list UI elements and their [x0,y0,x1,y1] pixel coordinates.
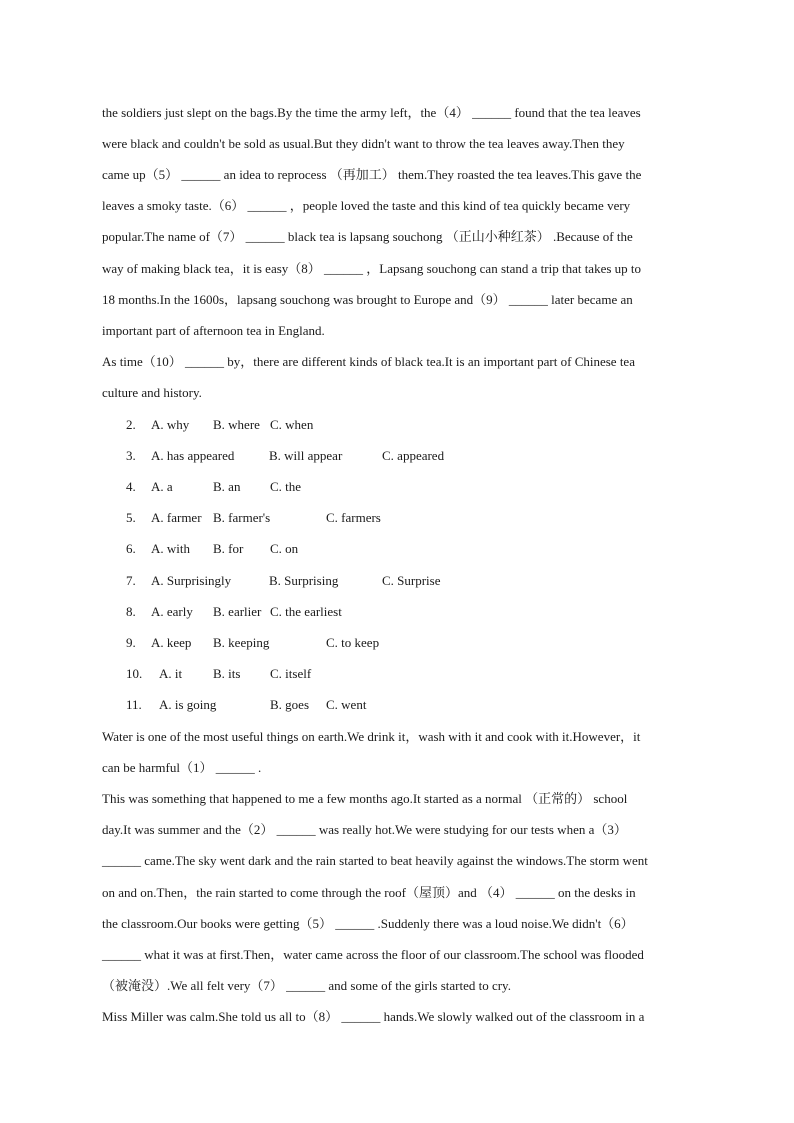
passage-1-line: were black and couldn't be sold as usual.But they didn't want to throw the tea leaves away.Then they [102,136,625,151]
passage-1-line: important part of afternoon tea in England. [102,323,325,338]
option-a: A. a [151,479,173,494]
option-a: A. early [151,604,193,619]
question-number: 6. [126,541,136,556]
passage-2-line: the classroom.Our books were getting（5） ______ .Suddenly there was a loud noise.We didn't（6） [102,916,634,931]
question-number: 2. [126,417,136,432]
passage-1-line: way of making black tea，it is easy（8） ______ ，Lapsang souchong can stand a trip that takes up to [102,261,642,276]
question-number: 10. [126,666,143,681]
option-c: C. the earliest [270,604,342,619]
passage-1-line: leaves a smoky taste.（6） ______ ，people loved the taste and this kind of tea quickly became very [102,198,631,213]
passage-2-line: ______ came.The sky went dark and the rain started to beat heavily against the windows.The storm went [102,853,648,868]
option-b: B. keeping [213,635,270,650]
option-a: A. is going [159,697,217,712]
option-a: A. why [151,417,190,432]
passage-1-line: culture and history. [102,385,202,400]
passage-1-line: the soldiers just slept on the bags.By the time the army left，the（4） ______ found that the tea leaves [102,105,641,120]
question-number: 5. [126,510,136,525]
passage-2-line: on and on.Then，the rain started to come through the roof（屋顶）and （4） ______ on the desks in [102,885,636,900]
question-number: 7. [126,573,136,588]
option-b: B. earlier [213,604,262,619]
passage-2-line: can be harmful（1） ______ . [102,760,262,775]
option-b: B. goes [270,697,309,712]
passage-1-line: came up（5） ______ an idea to reprocess （再加工） them.They roasted the tea leaves.This gave the [102,167,642,182]
passage-1-line: As time（10） ______ by，there are different kinds of black tea.It is an important part of Chinese tea [102,354,635,369]
option-b: B. where [213,417,260,432]
passage-2-line: day.It was summer and the（2） ______ was really hot.We were studying for our tests when a（3） [102,822,627,837]
passage-2-line: This was something that happened to me a few months ago.It started as a normal （正常的） school [102,791,628,806]
option-b: B. will appear [269,448,343,463]
question-number: 3. [126,448,136,463]
option-a: A. has appeared [151,448,235,463]
option-c: C. the [270,479,302,494]
option-a: A. keep [151,635,192,650]
option-b: B. an [213,479,241,494]
option-b: B. its [213,666,241,681]
option-c: C. when [270,417,314,432]
passage-2-line: （被淹没）.We all felt very（7） ______ and some of the girls started to cry. [102,978,511,993]
passage-1-line: 18 months.In the 1600s，lapsang souchong was brought to Europe and（9） ______ later became an [102,292,633,307]
option-c: C. to keep [326,635,380,650]
passage-2-line: Miss Miller was calm.She told us all to（8） ______ hands.We slowly walked out of the classroom in a [102,1009,645,1024]
option-a: A. farmer [151,510,202,525]
option-a: A. Surprisingly [151,573,232,588]
option-b: B. for [213,541,244,556]
question-number: 11. [126,697,142,712]
question-number: 9. [126,635,136,650]
option-c: C. on [270,541,299,556]
option-c: C. Surprise [382,573,441,588]
question-number: 8. [126,604,136,619]
question-number: 4. [126,479,136,494]
passage-2-line: Water is one of the most useful things on earth.We drink it，wash with it and cook with it.However，it [102,729,641,744]
option-a: A. it [159,666,183,681]
option-b: B. Surprising [269,573,339,588]
option-a: A. with [151,541,190,556]
option-c: C. farmers [326,510,381,525]
option-c: C. itself [270,666,312,681]
option-b: B. farmer's [213,510,271,525]
passage-1-line: popular.The name of（7） ______ black tea is lapsang souchong （正山小种红茶） .Because of the [102,229,633,244]
passage-2-line: ______ what it was at first.Then，water came across the floor of our classroom.The school was flooded [102,947,644,962]
option-c: C. went [326,697,367,712]
option-c: C. appeared [382,448,445,463]
